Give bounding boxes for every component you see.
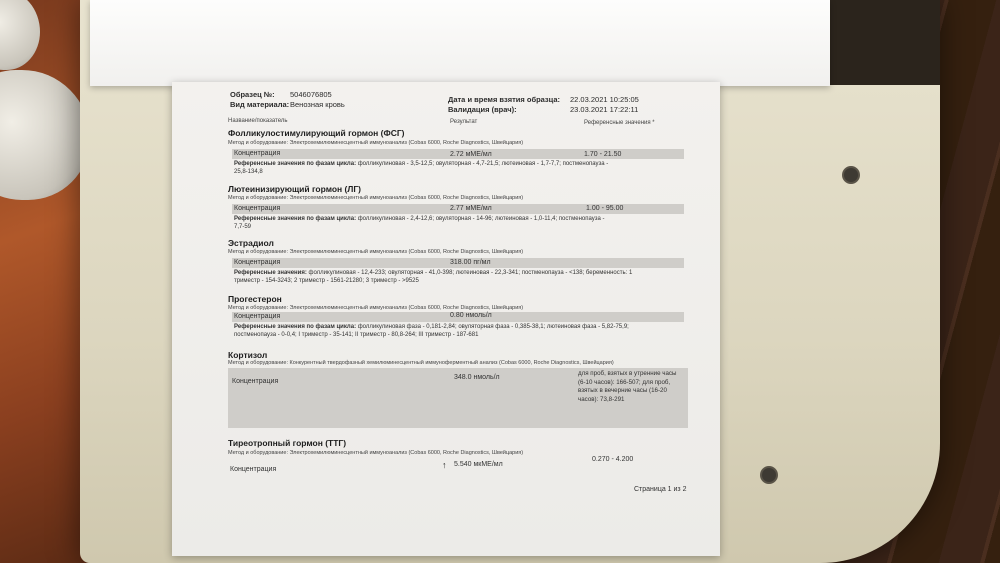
ref-detail-lh: Референсные значения по фазам цикла: фолликулиновая - 2,4-12,6; овуляторная - 14-96; лютеиновая - 1,0-11,4; постменопауза - 7,7-59 [234,216,605,230]
test-method-tsh: Метод и оборудование: Электрохемилюминесцентный иммуноанализ (Cobas 6000, Roche Diagnostics, Швейцария) [228,450,524,456]
ref-detail-progesterone: Референсные значения по фазам цикла: фолликулиновая фаза - 0,181-2,84; овуляторная фаза - 0,385-38,1; лютеиновая фаза - 5,82-75,9; постменопауза - 0-0,4; I триместр - 35-141; II триместр - 80,8-264; III триместр - 187-681 [234,324,629,338]
result-value-cortisol: 348.0 нмоль/л [454,374,500,381]
ref-detail-estradiol: Референсные значения: фолликулиновая - 12,4-233; овуляторная - 41,0-398; лютеиновая - 22,3-341; постменопауза - <138; беременность: 1 триместр - 154-3243; 2 триместр - 1561-21280; 3 триместр - >9525 [234,270,633,284]
reference-value-cortisol: для проб, взятых в утренние часы (6-10 часов): 166-507; для проб, взятых в вечерние часы (16-20 часов): 73,8-291 [578,370,677,404]
validation-label: Валидация (врач): [448,105,517,114]
measure-label-estradiol: Концентрация [234,259,281,266]
collected-value: 22.03.2021 10:25:05 [570,95,639,104]
board-corner [820,0,940,85]
ref-detail-fsh: Референсные значения по фазам цикла: фолликулиновая - 3,5-12,5; овуляторная - 4,7-21,5; лютеиновая - 1,7-7,7; постменопауза - 25,8-134,8 [234,161,609,175]
col-result-header: Результат [450,119,478,125]
test-method-estradiol: Метод и оборудование: Электрохемилюминесцентный иммуноанализ (Cobas 6000, Roche Diagnostics, Швейцария) [228,249,524,255]
test-title-progesterone: Прогестерон [228,294,282,304]
col-name-header: Название/показатель [228,118,288,124]
measure-label-cortisol: Концентрация [232,378,279,385]
measure-label-tsh: Концентрация [230,466,277,473]
material-label: Вид материала: [230,100,290,109]
test-title-lh: Лютеинизирующий гормон (ЛГ) [228,184,361,194]
test-title-tsh: Тиреотропный гормон (ТТГ) [228,438,347,448]
test-method-progesterone: Метод и оборудование: Электрохемилюминесцентный иммуноанализ (Cobas 6000, Roche Diagnostics, Швейцария) [228,305,524,311]
reference-value-lh: 1.00 - 95.00 [586,205,624,212]
sample-no-value: 5046076805 [290,90,332,99]
lab-report-sheet [172,82,720,556]
result-value-lh: 2.77 мМЕ/мл [450,205,492,212]
test-title-estradiol: Эстрадиол [228,238,274,248]
sample-no-label: Образец №: [230,90,275,99]
top-paper-sheet [90,0,830,86]
measure-label-lh: Концентрация [234,205,281,212]
test-method-cortisol: Метод и оборудование: Конкурентный твердофазный хемилюминесцентный иммуноферментный анализ (Cobas 6000, Roche Diagnostics, Швейцария) [228,360,614,366]
board-hole-top [842,166,860,184]
test-title-fsh: Фолликулостимулирующий гормон (ФСГ) [228,128,405,138]
result-value-progesterone: 0.80 нмоль/л [450,312,492,319]
col-reference-header: Референсные значения * [584,120,655,126]
test-title-cortisol: Кортизол [228,350,268,360]
result-value-tsh: 5.540 мкМЕ/мл [454,461,503,468]
test-method-fsh: Метод и оборудование: Электрохемилюминесцентный иммуноанализ (Cobas 6000, Roche Diagnostics, Швейцария) [228,140,524,146]
reference-value-fsh: 1.70 - 21.50 [584,151,622,158]
collected-label: Дата и время взятия образца: [448,95,561,104]
measure-label-progesterone: Концентрация [234,313,281,320]
material-value: Венозная кровь [290,100,345,109]
test-method-lh: Метод и оборудование: Электрохемилюминесцентный иммуноанализ (Cobas 6000, Roche Diagnostics, Швейцария) [228,195,524,201]
result-value-fsh: 2.72 мМЕ/мл [450,151,492,158]
board-hole-bottom [760,466,778,484]
high-flag-icon: ↑ [442,460,447,470]
result-value-estradiol: 318.00 пг/мл [450,259,491,266]
reference-value-tsh: 0.270 - 4.200 [592,456,634,463]
page-number: Страница 1 из 2 [634,486,687,493]
measure-label-fsh: Концентрация [234,150,281,157]
validation-value: 23.03.2021 17:22:11 [570,105,639,114]
